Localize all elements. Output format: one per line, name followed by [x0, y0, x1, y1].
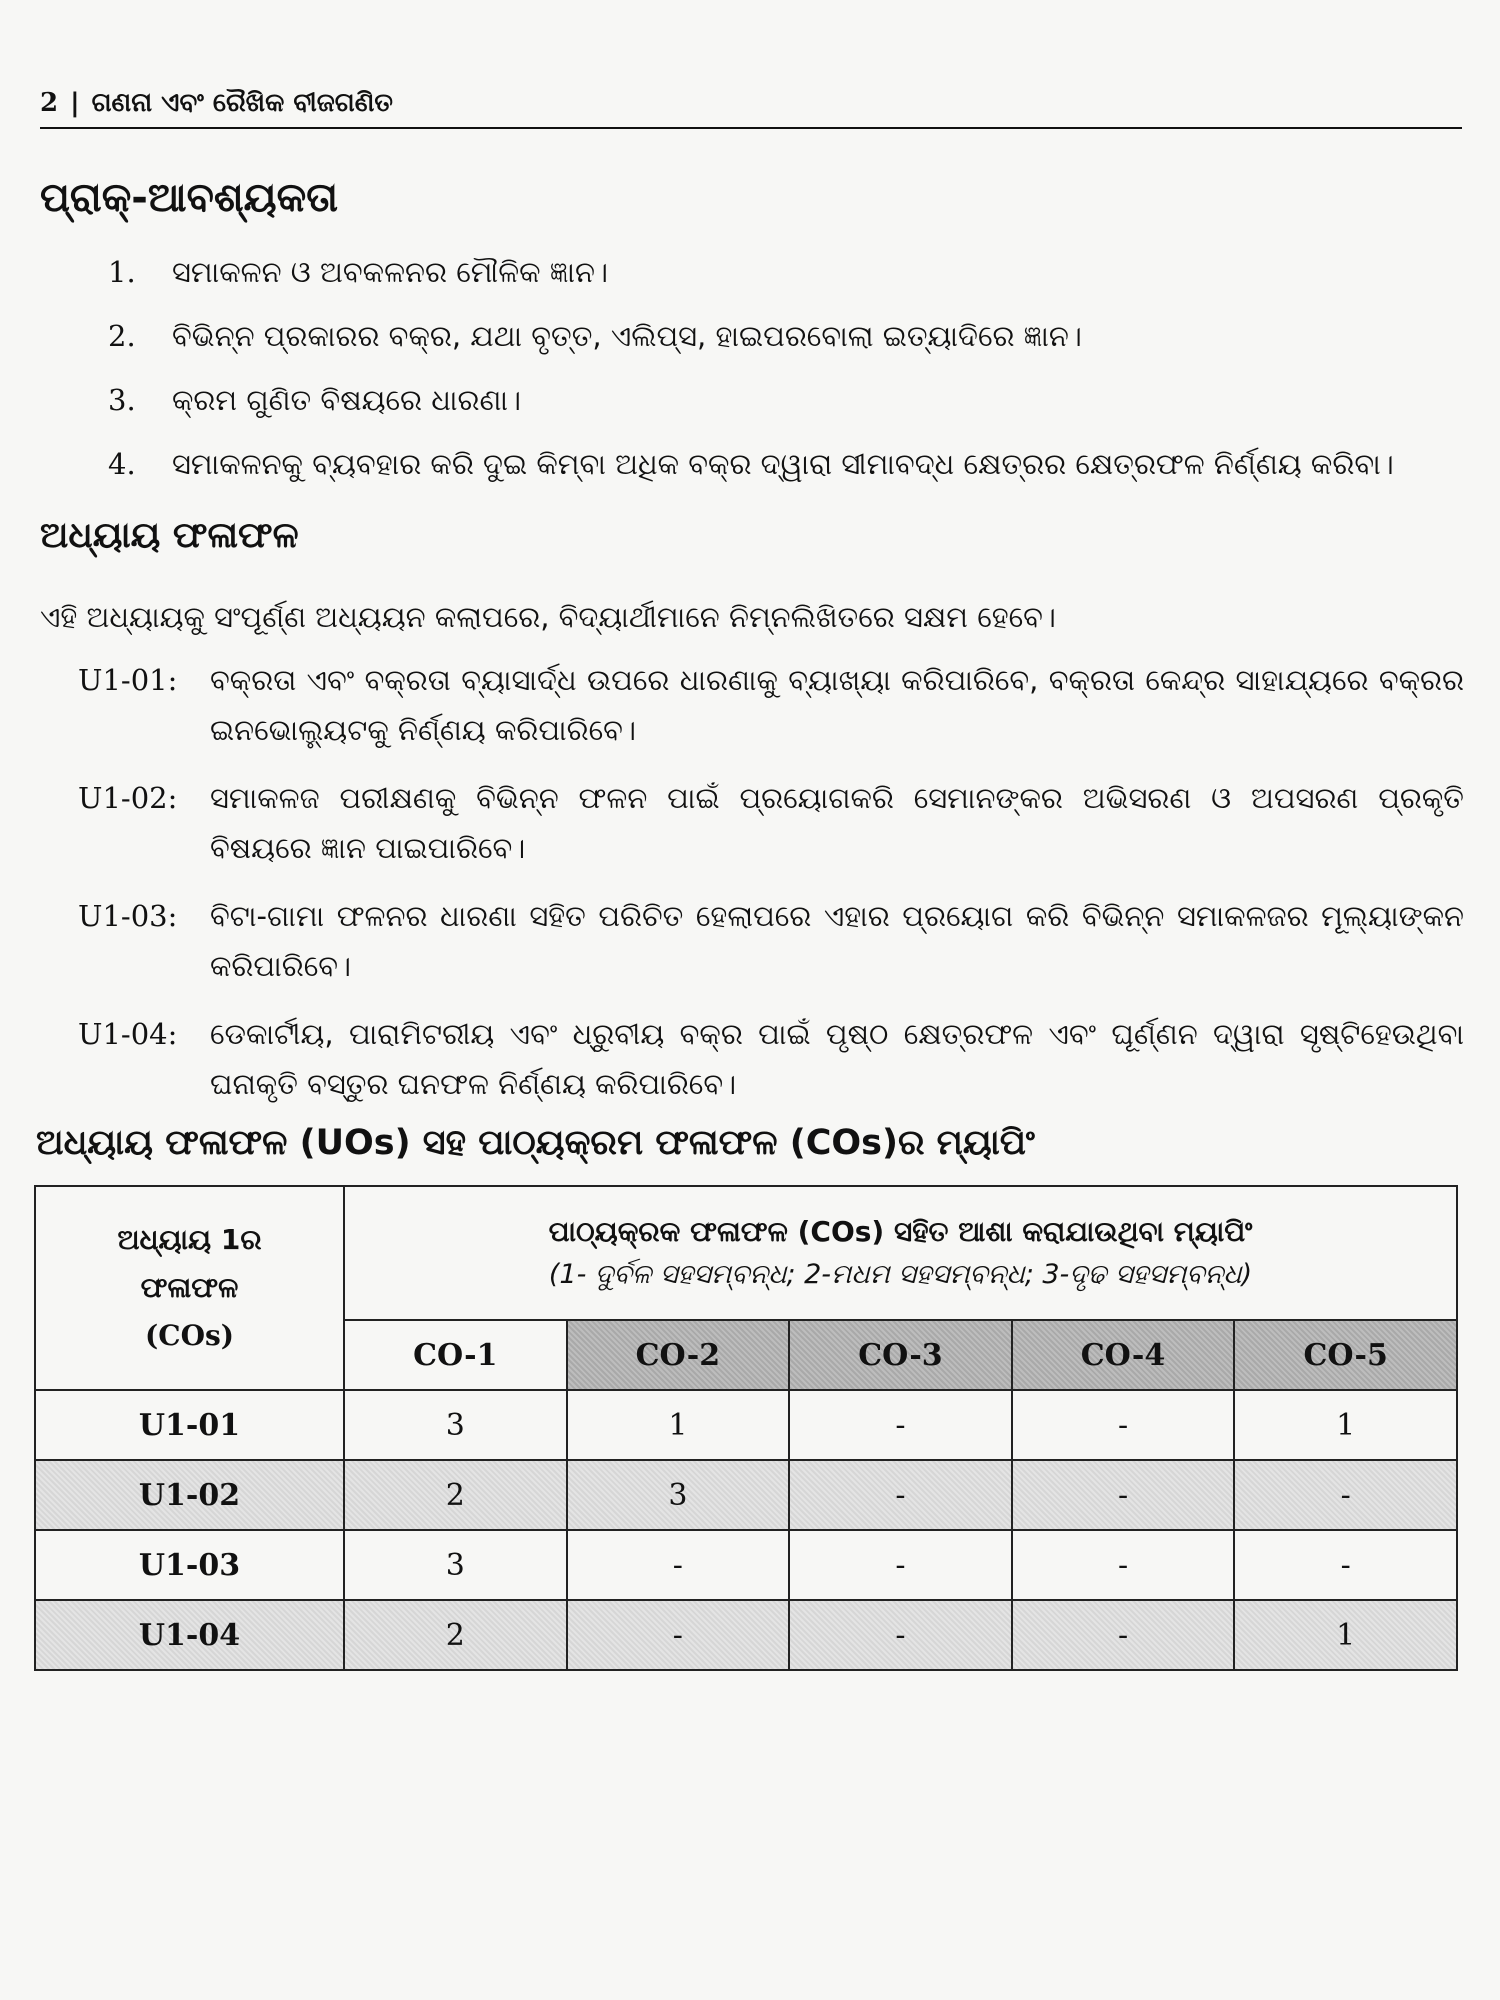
table-cell: -: [1234, 1460, 1457, 1530]
outcome-code: U1-03:: [78, 899, 178, 933]
table-row: [35, 1530, 1457, 1600]
table-cell: 2: [344, 1460, 567, 1530]
table-cell: -: [1012, 1530, 1235, 1600]
item-text: ବିଭିନ୍ନ ପ୍ରକାରର ବକ୍ର, ଯଥା ବୃତ୍ତ, ଏଲିପ୍ସ, ହାଇପରବୋଲା ଇତ୍ୟାଦିରେ ଜ୍ଞାନ।: [172, 318, 1082, 353]
outcomes-list: [78, 655, 1464, 1127]
row-label: U1-04: [35, 1600, 344, 1670]
column-header: CO-3: [789, 1320, 1012, 1390]
row-label: U1-03: [35, 1530, 344, 1600]
outcome-text: ସମାକଳଜ ପରୀକ୍ଷଣକୁ ବିଭିନ୍ନ ଫଳନ ପାଇଁ ପ୍ରୟୋଗକରି ସେମାନଙ୍କର ଅଭିସରଣ ଓ ଅପସରଣ ପ୍ରକୃତି ବିଷୟରେ ଜ୍ଞାନ ପାଇପାରିବେ।: [210, 781, 1464, 865]
caption-text: ପାଠ୍ୟକ୍ରକ ଫଳାଫଳ (COs) ସହିତ ଆଶା କରାଯାଉଥିବା ମ୍ୟାପିଂ: [548, 1215, 1253, 1248]
table-corner-header: [35, 1186, 344, 1390]
prerequisites-list: [108, 240, 1488, 496]
item-text: ସମାକଳନକୁ ବ୍ୟବହାର କରି ଦୁଇ କିମ୍ବା ଅଧିକ ବକ୍ର ଦ୍ୱାରା ସୀମାବଦ୍ଧ କ୍ଷେତ୍ରର କ୍ଷେତ୍ରଫଳ ନିର୍ଣ୍ଣୟ କରିବା।: [172, 446, 1394, 481]
outcome-code: U1-02:: [78, 781, 178, 815]
table-cell: -: [1234, 1530, 1457, 1600]
list-item: [108, 368, 1488, 432]
corner-line: ଫଳାଫଳ: [140, 1271, 239, 1304]
outcome-item: [78, 655, 1464, 755]
table-cell: 1: [1234, 1600, 1457, 1670]
table-cell: -: [789, 1390, 1012, 1460]
page-header: [40, 88, 1462, 129]
table-caption: [344, 1186, 1457, 1320]
header-separator: |: [70, 88, 80, 118]
table-row: [35, 1390, 1457, 1460]
table-cell: 1: [1234, 1390, 1457, 1460]
prerequisites-title: ପ୍ରାକ୍-ଆବଶ୍ୟକତା: [40, 175, 339, 221]
row-label: U1-02: [35, 1460, 344, 1530]
table-cell: -: [567, 1600, 790, 1670]
column-header: CO-1: [344, 1320, 567, 1390]
table-cell: -: [789, 1530, 1012, 1600]
corner-line: (COs): [145, 1319, 234, 1352]
item-number: 3.: [108, 383, 136, 417]
item-number: 2.: [108, 319, 136, 353]
outcome-text: ଡେକାର୍ଟୀୟ, ପାରାମିଟରୀୟ ଏବଂ ଧ୍ରୁବୀୟ ବକ୍ର ପାଇଁ ପୃଷ୍ଠ କ୍ଷେତ୍ରଫଳ ଏବଂ ଘୂର୍ଣ୍ଣନ ଦ୍ୱାରା ସୃଷ୍ଟିହେଉଥିବା ଘନାକୃତି ବସ୍ତୁର ଘନଫଳ ନିର୍ଣ୍ଣୟ କରିପାରିବେ।: [210, 1017, 1464, 1101]
item-number: 1.: [108, 255, 136, 289]
mapping-table: [34, 1185, 1458, 1671]
outcomes-title: ଅଧ୍ୟାୟ ଫଳାଫଳ: [40, 515, 299, 556]
corner-line: ଅଧ୍ୟାୟ 1ର: [117, 1223, 262, 1256]
list-item: [108, 304, 1488, 368]
list-item: [108, 432, 1488, 496]
row-label: U1-01: [35, 1390, 344, 1460]
table-cell: -: [1012, 1600, 1235, 1670]
caption-legend: (1- ଦୁର୍ବଳ ସହସମ୍ବନ୍ଧ; 2-ମଧମ ସହସମ୍ବନ୍ଧ; 3-ଦୃଢ ସହସମ୍ବନ୍ଧ): [548, 1259, 1253, 1290]
table-row: [35, 1600, 1457, 1670]
item-number: 4.: [108, 447, 136, 481]
table-cell: -: [789, 1600, 1012, 1670]
table-cell: 3: [567, 1460, 790, 1530]
table-cell: 3: [344, 1390, 567, 1460]
outcome-code: U1-01:: [78, 663, 178, 697]
outcome-item: [78, 1009, 1464, 1109]
table-cell: 1: [567, 1390, 790, 1460]
outcome-text: ବକ୍ରତା ଏବଂ ବକ୍ରତା ବ୍ୟାସାର୍ଦ୍ଧ ଉପରେ ଧାରଣାକୁ ବ୍ୟାଖ୍ୟା କରିପାରିବେ, ବକ୍ରତା କେନ୍ଦ୍ର ସାହାଯ୍ୟରେ ବକ୍ରର ଇନଭୋଲ୍ୟୁଟକୁ ନିର୍ଣ୍ଣୟ କରିପାରିବେ।: [210, 663, 1464, 747]
outcome-code: U1-04:: [78, 1017, 178, 1051]
item-text: କ୍ରମ ଗୁଣିତ ବିଷୟରେ ଧାରଣା।: [172, 382, 522, 417]
outcomes-intro: ଏହି ଅଧ୍ୟାୟକୁ ସଂପୂର୍ଣ୍ଣ ଅଧ୍ୟୟନ କଲାପରେ, ବିଦ୍ୟାର୍ଥୀମାନେ ନିମ୍ନଲିଖିତରେ ସକ୍ଷମ ହେବେ।: [40, 600, 1056, 634]
mapping-title: ଅଧ୍ୟାୟ ଫଳାଫଳ (UOs) ସହ ପାଠ୍ୟକ୍ରମ ଫଳାଫଳ (COs)ର ମ୍ୟାପିଂ: [36, 1123, 1035, 1163]
outcome-text: ବିଟା-ଗାମା ଫଳନର ଧାରଣା ସହିତ ପରିଚିତ ହେଲାପରେ ଏହାର ପ୍ରୟୋଗ କରି ବିଭିନ୍ନ ସମାକଳଜର ମୂଲ୍ୟାଙ୍କନ କରିପାରିବେ।: [210, 899, 1464, 983]
table-cell: 2: [344, 1600, 567, 1670]
column-header: CO-4: [1012, 1320, 1235, 1390]
page-number: 2: [40, 88, 59, 118]
column-header: CO-5: [1234, 1320, 1457, 1390]
book-title: ଗଣନା ଏବଂ ରୈଖିକ ବୀଜଗଣିତ: [91, 88, 393, 118]
column-header: CO-2: [567, 1320, 790, 1390]
item-text: ସମାକଳନ ଓ ଅବକଳନର ମୌଳିକ ଜ୍ଞାନ।: [172, 254, 609, 289]
table-cell: -: [1012, 1460, 1235, 1530]
table-cell: -: [1012, 1390, 1235, 1460]
outcome-item: [78, 773, 1464, 873]
list-item: [108, 240, 1488, 304]
table-cell: 3: [344, 1530, 567, 1600]
table-cell: -: [567, 1530, 790, 1600]
outcome-item: [78, 891, 1464, 991]
table-row: [35, 1460, 1457, 1530]
table-cell: -: [789, 1460, 1012, 1530]
